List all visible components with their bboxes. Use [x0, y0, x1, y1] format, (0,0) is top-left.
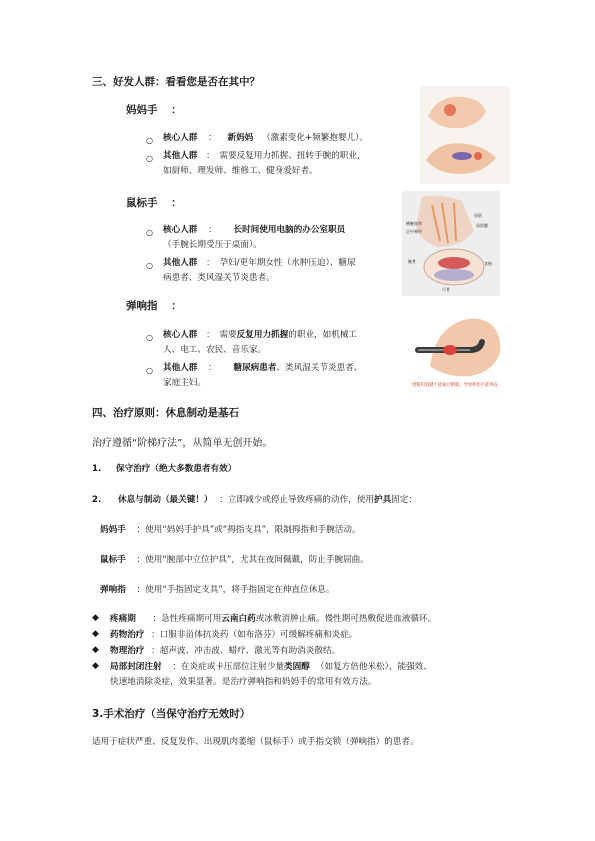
item-2-rest: 2. 休息与制动（最关键！） ：立即减少或停止导致疼痛的动作，使用护具固定： — [92, 495, 417, 505]
diagram-label: 横腕韧带 — [406, 221, 422, 226]
trigger-finger-caption: 增粗的肌腱不能通过鞘膜，导致伸指不能伸直。 — [412, 383, 503, 388]
treatment-row: 局部封闭注射 ：在炎症或卡压部位注射少量类固醇 （如复方倍他米松），能强效、 — [110, 662, 432, 672]
group-3-row-2: 其他人群 ： 糖尿病患者、类风湿关节炎患者、 — [163, 363, 363, 373]
diamond-bullet-icon: ◆ — [92, 661, 99, 671]
brace-row: 妈妈手 ：使用“妈妈手护具”或“拇指支具”，限制拇指和手腕活动。 — [100, 525, 361, 535]
treatment-row: 物理治疗 ：超声波、冲击波、蜡疗、激光等有助消炎散结。 — [110, 646, 341, 656]
bullet-circle-icon: ○ — [146, 366, 153, 375]
bullet-circle-icon: ○ — [146, 333, 153, 342]
group-1-row-2: 其他人群 ： 需要反复用力抓握、扭转手腕的职业， — [163, 151, 366, 161]
diagram-label: 屈肌腱 — [476, 223, 488, 228]
group-3-row-2-cont: 家庭主妇。 — [163, 378, 206, 388]
wrist-pain-photo — [420, 86, 510, 184]
diagram-label: 腕骨 — [408, 259, 416, 264]
diamond-bullet-icon: ◆ — [92, 645, 99, 655]
group-1-row-2-cont: 如厨师、理发师、维修工、健身爱好者。 — [163, 166, 318, 176]
brace-row: 弹响指 ：使用“手指固定支具”，将手指固定在伸直位休息。 — [100, 585, 335, 595]
bullet-circle-icon: ○ — [146, 261, 153, 270]
bullet-circle-icon: ○ — [146, 154, 153, 163]
group-mouse-hand-title: 鼠标手 ： — [126, 197, 182, 209]
group-2-row-2: 其他人群 ： 孕妇/更年期女性（水肿压迫）、糖尿 — [163, 258, 356, 268]
group-name: 鼠标手 — [126, 197, 158, 209]
group-1-row-1: 核心人群 ： 新妈妈 （激素变化+频繁抱婴儿）。 — [163, 133, 369, 143]
section-4-intro: 治疗遵循“阶梯疗法”，从简单无创开始。 — [92, 438, 273, 449]
diamond-bullet-icon: ◆ — [92, 613, 99, 623]
treatment-row-cont: 快速地消除炎症，效果显著。是治疗弹响指和妈妈手的常用有效方法。 — [110, 677, 377, 687]
treatment-row: 药物治疗 ：口服非甾体抗炎药（如布洛芬）可缓解疼痛和炎症。 — [110, 630, 358, 640]
diagram-label: 正中神经 — [406, 229, 422, 234]
diamond-bullet-icon: ◆ — [92, 629, 99, 639]
group-name: 妈妈手 — [126, 104, 158, 116]
diagram-label: 尺骨 — [442, 287, 450, 292]
treatment-row: 疼痛期 ：急性疼痛期可用云南白药或冰敷消肿止痛。慢性期可热敷促进血液循环。 — [110, 614, 437, 624]
brace-row: 鼠标手 ：使用“腕部中立位护具”，尤其在夜间佩戴，防止手腕屈曲。 — [100, 555, 369, 565]
group-mama-hand-title: 妈妈手 ： — [126, 104, 182, 116]
diagram-label: 食指 — [484, 261, 492, 266]
section-4-title: 四、治疗原则：休息制动是基石 — [92, 407, 239, 419]
group-2-row-2-cont: 病患者、类风湿关节炎患者。 — [163, 273, 275, 283]
bullet-circle-icon: ○ — [146, 228, 153, 237]
diagram-label: 屈肌 — [474, 213, 482, 218]
section-3-title: 三、好发人群：看看您是否在其中？ — [92, 76, 260, 88]
group-trigger-finger-title: 弹响指 ： — [126, 300, 182, 312]
bullet-circle-icon: ○ — [146, 136, 153, 145]
group-name: 弹响指 — [126, 300, 158, 312]
group-3-row-1: 核心人群 ： 需要反复用力抓握的职业，如机械工 — [163, 330, 358, 340]
item-1-conservative: 1. 保守治疗（绝大多数患者有效） — [92, 464, 237, 474]
trigger-finger-photo — [410, 306, 515, 394]
group-2-row-1-cont: （手腕长期受压于桌面）。 — [163, 240, 262, 250]
surgery-title: 3.手术治疗（当保守治疗无效时） — [92, 708, 251, 720]
surgery-text: 适用于症状严重、反复发作、出现肌肉萎缩（鼠标手）或手指交锁（弹响指）的患者。 — [92, 737, 419, 747]
group-2-row-1: 核心人群 ： 长时间使用电脑的办公室职员 — [163, 225, 346, 235]
group-3-row-1-cont: 人、电工、农民、音乐家。 — [163, 345, 267, 355]
carpal-tunnel-diagram — [402, 191, 500, 296]
